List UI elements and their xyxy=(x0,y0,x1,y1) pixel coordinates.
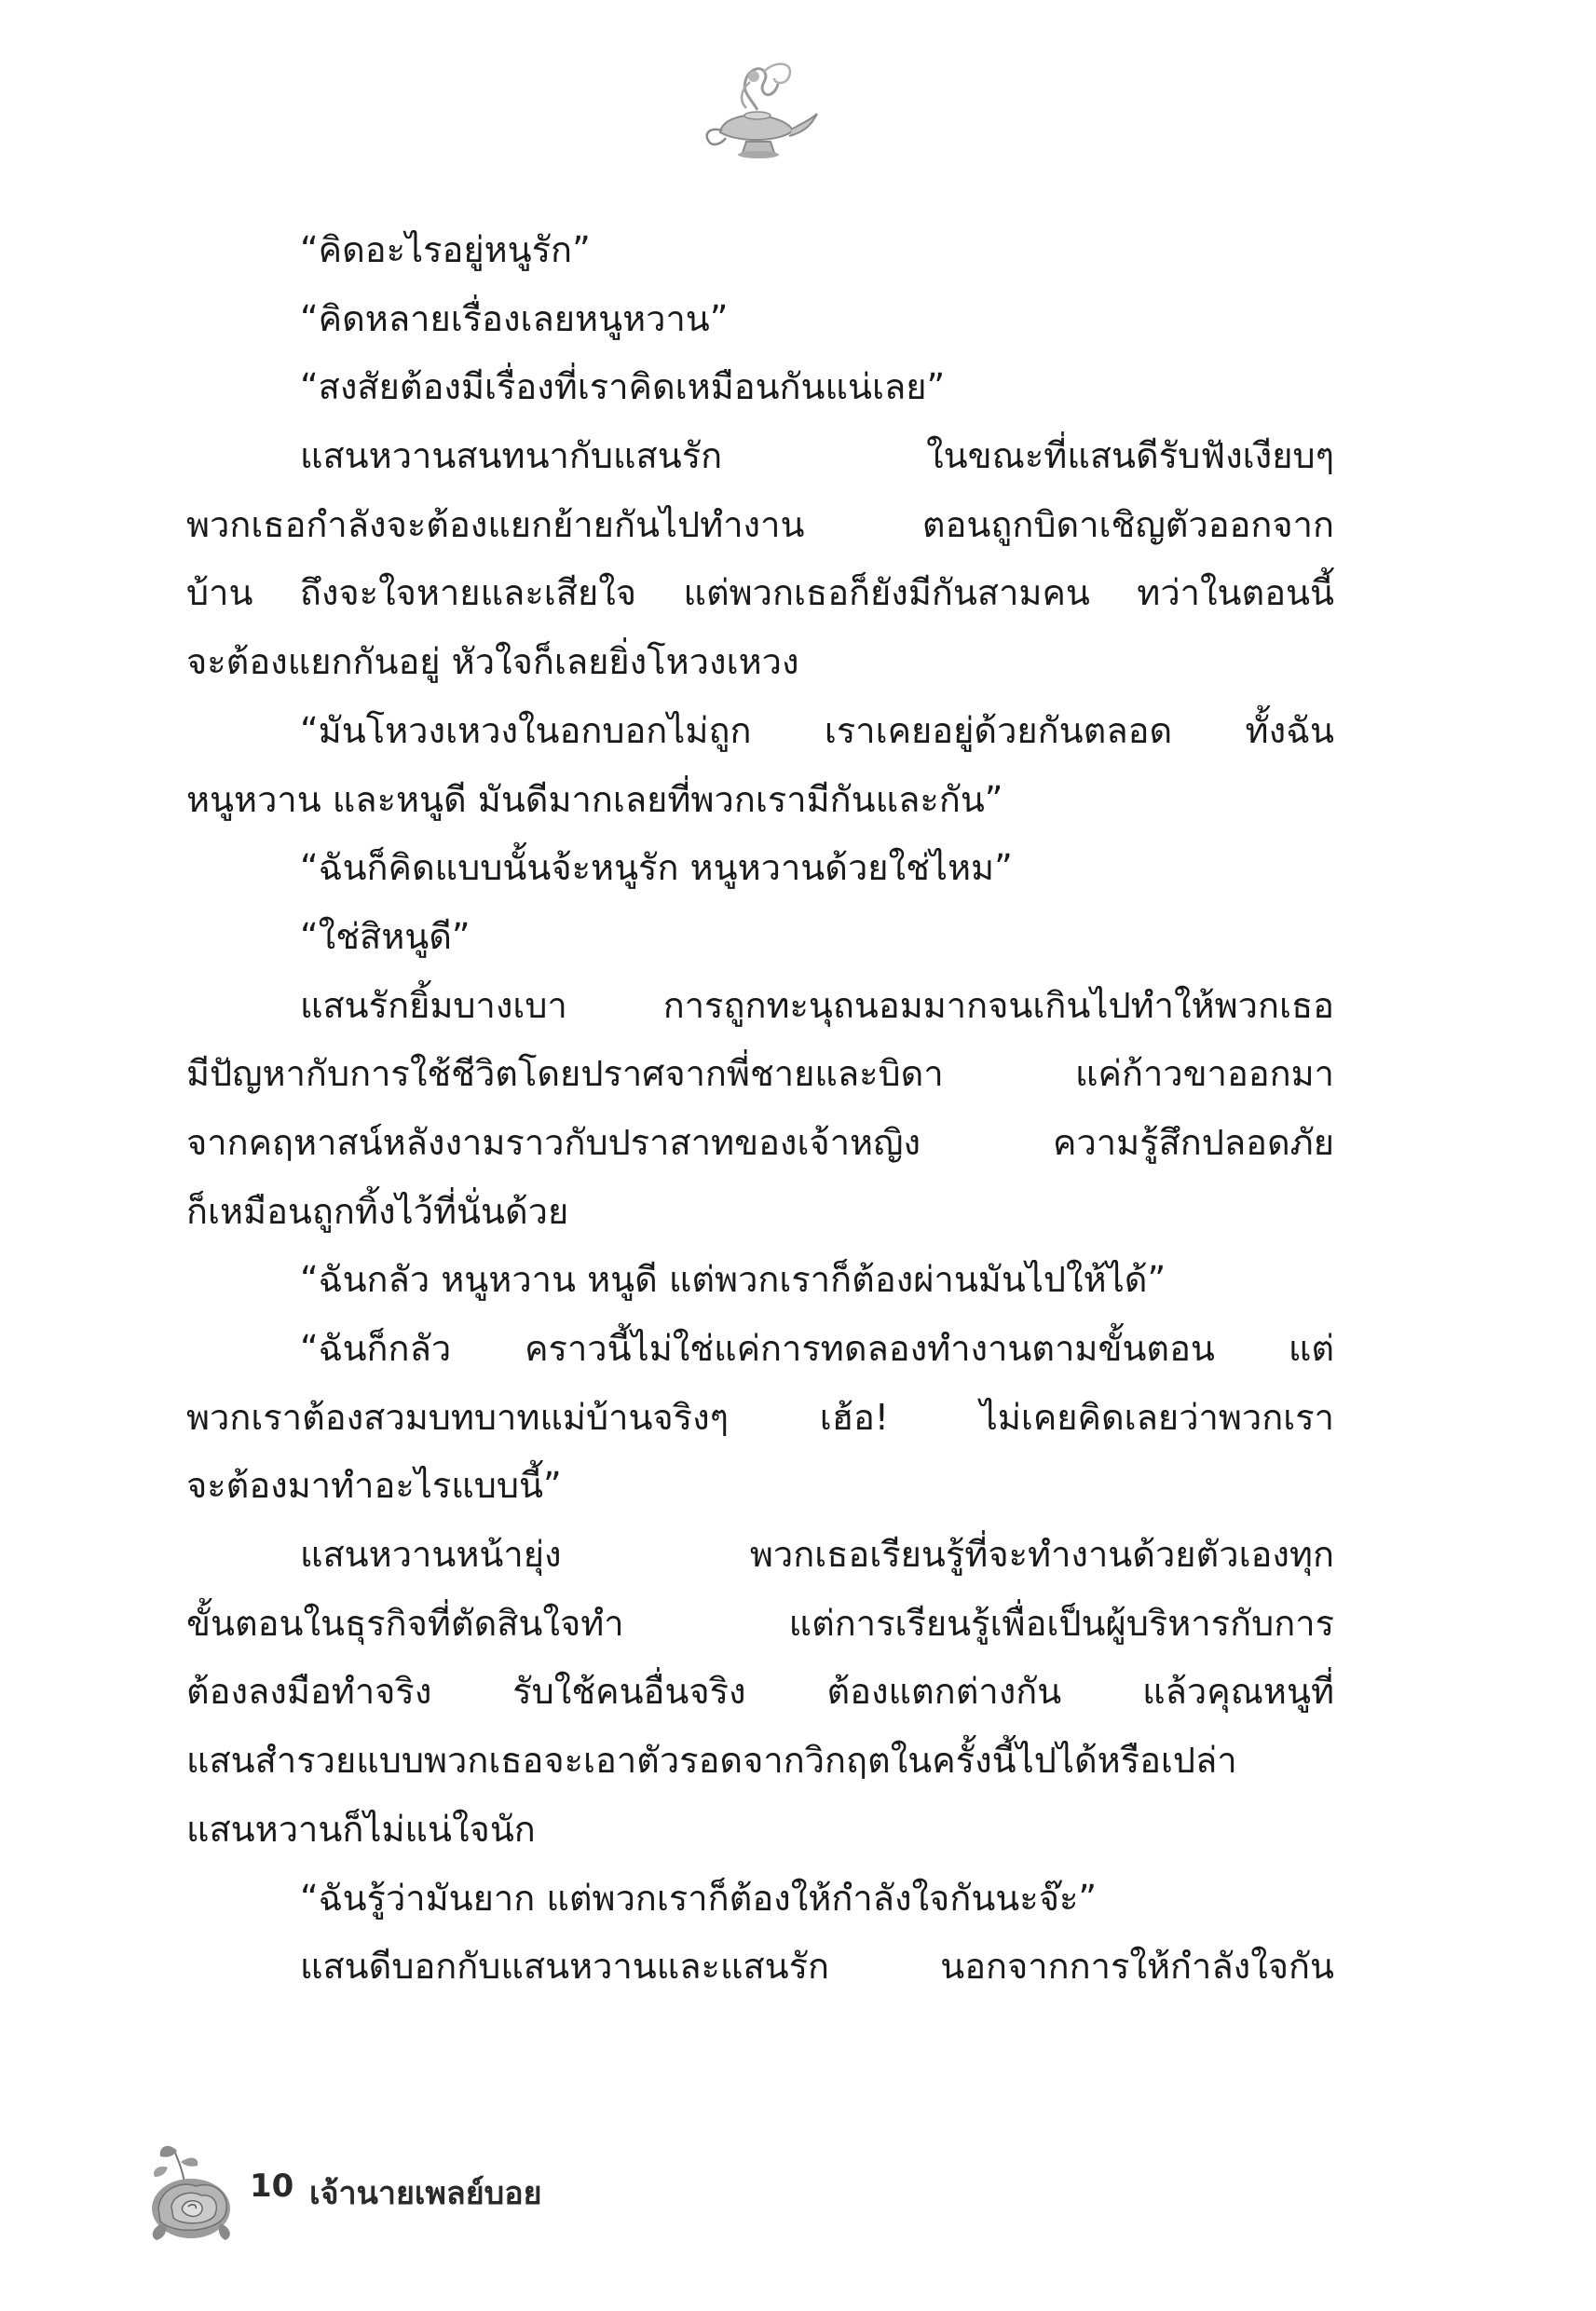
text-line: แสนรักยิ้มบางเบา การถูกทะนุถนอมมากจนเกินไปทำให้พวกเธอ xyxy=(300,984,1334,1026)
text-line: ขั้นตอนในธุรกิจที่ตัดสินใจทำ แต่การเรียนรู้เพื่อเป็นผู้บริหารกับการ xyxy=(186,1602,1334,1644)
text-line: “สงสัยต้องมีเรื่องที่เราคิดเหมือนกันแน่เลย” xyxy=(300,366,946,408)
page-footer xyxy=(140,2134,792,2246)
text-line: ต้องลงมือทำจริง รับใช้คนอื่นจริง ต้องแตกต่างกัน แล้วคุณหนูที่ xyxy=(186,1671,1334,1713)
page-number: 10 xyxy=(250,2167,294,2205)
text-line: “ฉันก็คิดแบบนั้นจ้ะหนูรัก หนูหวานด้วยใช่ไหม” xyxy=(300,847,1013,889)
book-title: เจ้านายเพลย์บอย xyxy=(309,2175,542,2212)
text-line: หนูหวาน และหนูดี มันดีมากเลยที่พวกเรามีกันและกัน” xyxy=(186,778,1003,820)
text-line: พวกเธอกำลังจะต้องแยกย้ายกันไปทำงาน ตอนถูกบิดาเชิญตัวออกจาก xyxy=(186,503,1334,545)
text-line: แสนหวานหน้ายุ่ง พวกเธอเรียนรู้ที่จะทำงานด้วยตัวเองทุก xyxy=(300,1534,1334,1576)
text-line: “ใช่สิหนูดี” xyxy=(300,915,471,957)
text-line: บ้าน ถึงจะใจหายและเสียใจ แต่พวกเธอก็ยังมีกันสามคน ทว่าในตอนนี้ xyxy=(186,572,1334,614)
text-line: จากคฤหาสน์หลังงามราวกับปราสาทของเจ้าหญิง ความรู้สึกปลอดภัย xyxy=(186,1121,1334,1163)
magic-lamp-fairy-icon xyxy=(685,56,825,168)
rose-icon xyxy=(140,2134,242,2246)
text-line: แสนหวานก็ไม่แน่ใจนัก xyxy=(186,1808,536,1850)
body-text xyxy=(186,216,1334,2002)
text-line: “คิดหลายเรื่องเลยหนูหวาน” xyxy=(300,297,729,339)
text-line: ก็เหมือนถูกทิ้งไว้ที่นั่นด้วย xyxy=(186,1190,569,1232)
text-line: “ฉันรู้ว่ามันยาก แต่พวกเราก็ต้องให้กำลังใจกันนะจ๊ะ” xyxy=(300,1877,1098,1919)
text-line: “ฉันก็กลัว คราวนี้ไม่ใช่แค่การทดลองทำงานตามขั้นตอน แต่ xyxy=(300,1328,1334,1369)
text-line: พวกเราต้องสวมบทบาทแม่บ้านจริงๆ เฮ้อ! ไม่เคยคิดเลยว่าพวกเรา xyxy=(186,1396,1334,1438)
text-line: แสนดีบอกกับแสนหวานและแสนรัก นอกจากการให้กำลังใจกัน xyxy=(300,1946,1334,1988)
text-line: “มันโหวงเหวงในอกบอกไม่ถูก เราเคยอยู่ด้วยกันตลอด ทั้งฉัน xyxy=(300,709,1334,751)
text-line: แสนหวานสนทนากับแสนรัก ในขณะที่แสนดีรับฟังเงียบๆ xyxy=(300,435,1334,477)
text-line: แสนสำรวยแบบพวกเธอจะเอาตัวรอดจากวิกฤตในครั้งนี้ไปได้หรือเปล่า xyxy=(186,1740,1237,1782)
text-line: จะต้องมาทำอะไรแบบนี้” xyxy=(186,1465,562,1507)
text-line: “คิดอะไรอยู่หนูรัก” xyxy=(300,229,591,270)
text-line: จะต้องแยกกันอยู่ หัวใจก็เลยยิ่งโหวงเหวง xyxy=(186,641,799,683)
text-line: “ฉันกลัว หนูหวาน หนูดี แต่พวกเราก็ต้องผ่านมันไปให้ได้” xyxy=(300,1259,1166,1301)
text-line: มีปัญหากับการใช้ชีวิตโดยปราศจากพี่ชายและบิดา แค่ก้าวขาออกมา xyxy=(186,1053,1334,1095)
